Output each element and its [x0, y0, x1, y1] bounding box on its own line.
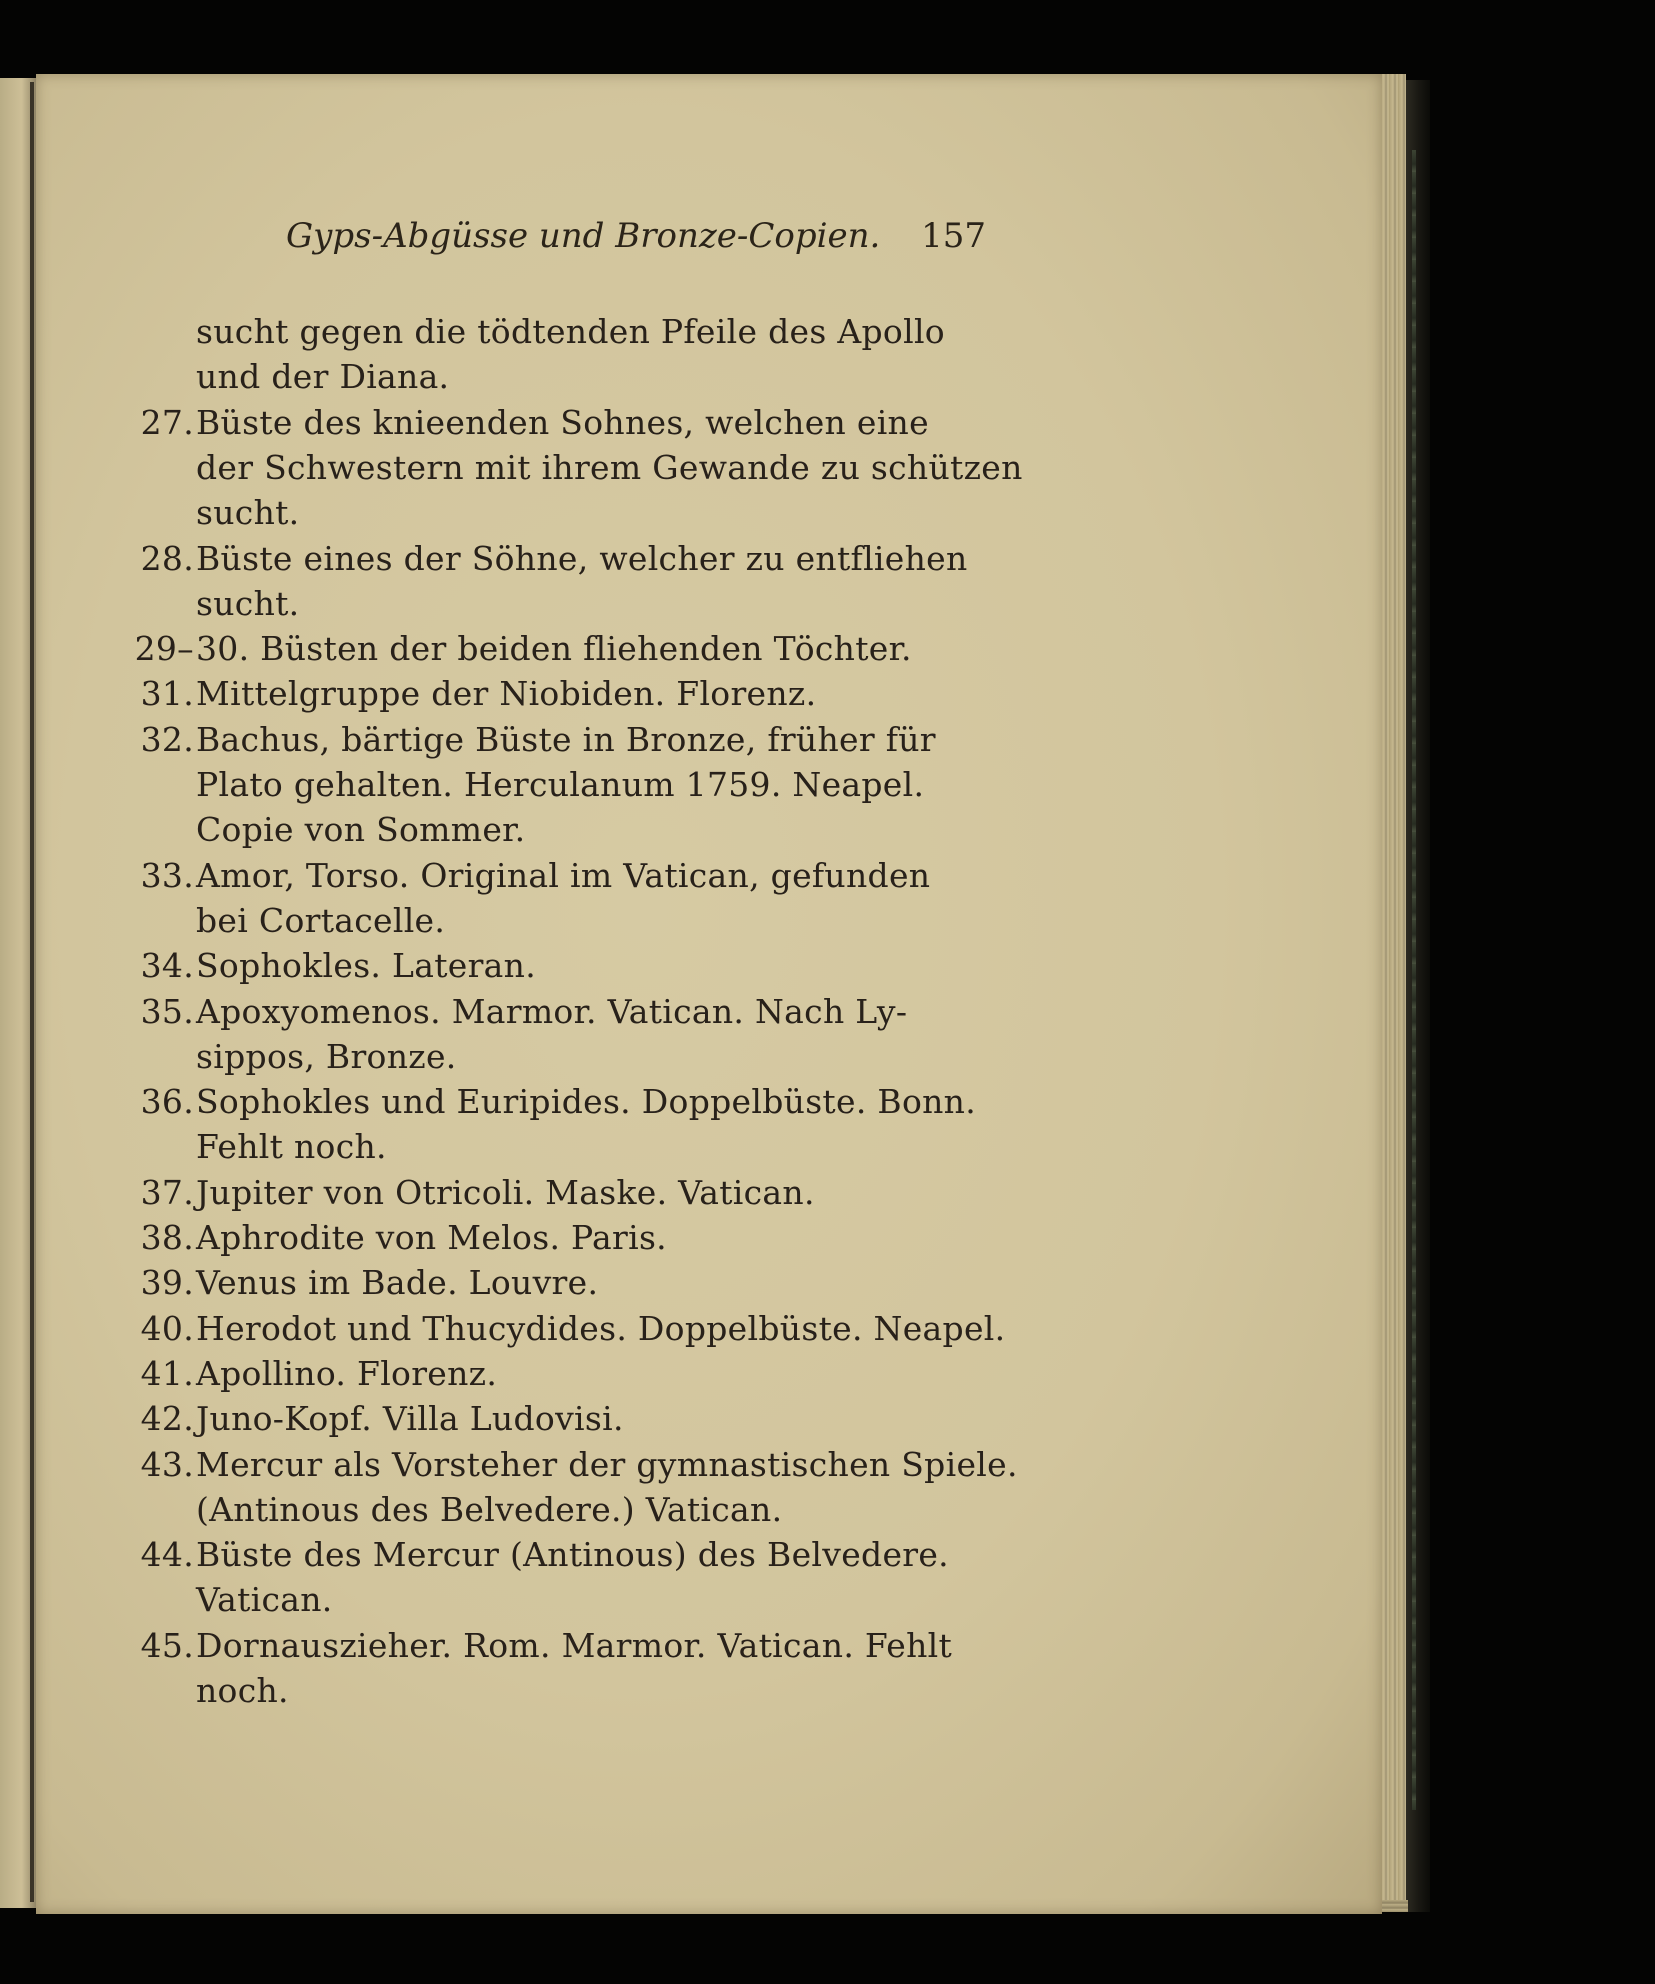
line-text: Venus im Bade. Louvre.	[196, 1263, 599, 1303]
text-line	[36, 718, 996, 762]
line-text: bei Cortacelle.	[196, 900, 446, 940]
entry-number: 40.	[140, 1308, 194, 1348]
text-line	[36, 1125, 996, 1169]
line-text: Bachus, bärtige Büste in Bronze, früher für	[196, 719, 936, 759]
line-text: Mittelgruppe der Niobiden. Florenz.	[196, 674, 817, 714]
line-text: Jupiter von Otricoli. Maske. Vatican.	[196, 1172, 815, 1212]
line-text: sucht gegen die tödtenden Pfeile des Apollo	[196, 312, 945, 351]
text-line	[36, 1352, 996, 1396]
text-line	[36, 1171, 996, 1215]
line-text: Büste eines der Söhne, welcher zu entfliehen	[196, 538, 968, 578]
line-text: sippos, Bronze.	[196, 1036, 457, 1076]
entry-number: 34.	[140, 946, 194, 986]
text-line	[36, 1261, 996, 1305]
page-number: 157	[921, 216, 986, 256]
text-line	[36, 1397, 996, 1441]
text-line	[36, 491, 996, 535]
text-line	[36, 355, 996, 399]
entry-number: 28.	[140, 538, 194, 578]
entry-number: 37.	[140, 1172, 194, 1212]
text-line	[36, 944, 996, 988]
line-text: Juno-Kopf. Villa Ludovisi.	[196, 1399, 624, 1439]
entry-number: 36.	[140, 1082, 194, 1122]
text-line	[36, 1624, 996, 1668]
gutter-shadow	[30, 82, 34, 1902]
entry-number: 32.	[140, 719, 194, 759]
text-line	[36, 1488, 996, 1532]
text-line	[36, 854, 996, 898]
text-line	[36, 899, 996, 943]
text-line	[36, 1307, 1006, 1351]
line-text: Fehlt noch.	[196, 1127, 387, 1167]
line-text: Copie von Sommer.	[196, 810, 526, 850]
entry-number: 43.	[140, 1444, 194, 1484]
line-text: Sophokles. Lateran.	[196, 946, 536, 986]
line-text: Apoxyomenos. Marmor. Vatican. Nach Ly-	[196, 991, 908, 1031]
line-text: und der Diana.	[196, 357, 450, 397]
text-line	[36, 763, 996, 807]
running-head-title: Gyps-Abgüsse und Bronze-Copien.	[286, 216, 881, 256]
entry-number: 38.	[140, 1218, 194, 1257]
text-line	[36, 1443, 1018, 1487]
text-line	[36, 808, 996, 852]
line-text: Dornauszieher. Rom. Marmor. Vatican. Fehlt	[196, 1625, 953, 1665]
line-text: Mercur als Vorsteher der gymnastischen Spiele.	[196, 1444, 1018, 1484]
text-line	[36, 627, 996, 671]
line-text: Aphrodite von Melos. Paris.	[196, 1218, 667, 1257]
text-line	[36, 537, 996, 581]
line-text: noch.	[196, 1671, 289, 1710]
line-text: der Schwestern mit ihrem Gewande zu schützen	[196, 447, 1023, 487]
entry-number: 35.	[140, 991, 194, 1031]
entry-number: 42.	[140, 1399, 194, 1439]
text-line	[36, 582, 996, 626]
line-text: Büste des knieenden Sohnes, welchen eine	[196, 402, 929, 442]
line-text: Amor, Torso. Original im Vatican, gefunden	[196, 855, 931, 895]
text-line	[36, 672, 996, 716]
entry-number: 41.	[140, 1353, 194, 1393]
entry-number: 31.	[140, 674, 194, 714]
line-text: 30. Büsten der beiden fliehenden Töchter.	[196, 629, 912, 669]
text-line	[36, 1578, 996, 1622]
text-line	[36, 446, 1023, 490]
line-text: sucht.	[196, 493, 300, 533]
text-line	[36, 990, 996, 1034]
entry-number: 33.	[140, 855, 194, 895]
entry-number: 39.	[140, 1263, 194, 1303]
line-text: Herodot und Thucydides. Doppelbüste. Neapel.	[196, 1308, 1006, 1348]
entry-number: 44.	[140, 1535, 194, 1575]
text-line	[36, 310, 996, 354]
book-page	[36, 74, 1382, 1914]
entry-number: 29–	[134, 629, 194, 669]
line-text: sucht.	[196, 583, 300, 623]
entry-number: 27.	[140, 402, 194, 442]
line-text: Vatican.	[196, 1580, 333, 1620]
line-text: Plato gehalten. Herculanum 1759. Neapel.	[196, 765, 925, 804]
line-text: Apollino. Florenz.	[196, 1353, 498, 1393]
book-cover	[1406, 80, 1430, 1912]
text-line	[36, 1216, 996, 1260]
line-text: (Antinous des Belvedere.) Vatican.	[196, 1489, 783, 1529]
line-text: Sophokles und Euripides. Doppelbüste. Bonn.	[196, 1082, 977, 1122]
running-head	[286, 216, 992, 266]
line-text: Büste des Mercur (Antinous) des Belvedere.	[196, 1535, 949, 1575]
cover-spine-texture	[1412, 150, 1416, 1810]
text-line	[36, 1533, 996, 1577]
text-line	[36, 1080, 996, 1124]
text-line	[36, 1035, 996, 1079]
text-line	[36, 401, 996, 445]
text-line	[36, 1669, 996, 1713]
entry-number: 45.	[140, 1625, 194, 1665]
